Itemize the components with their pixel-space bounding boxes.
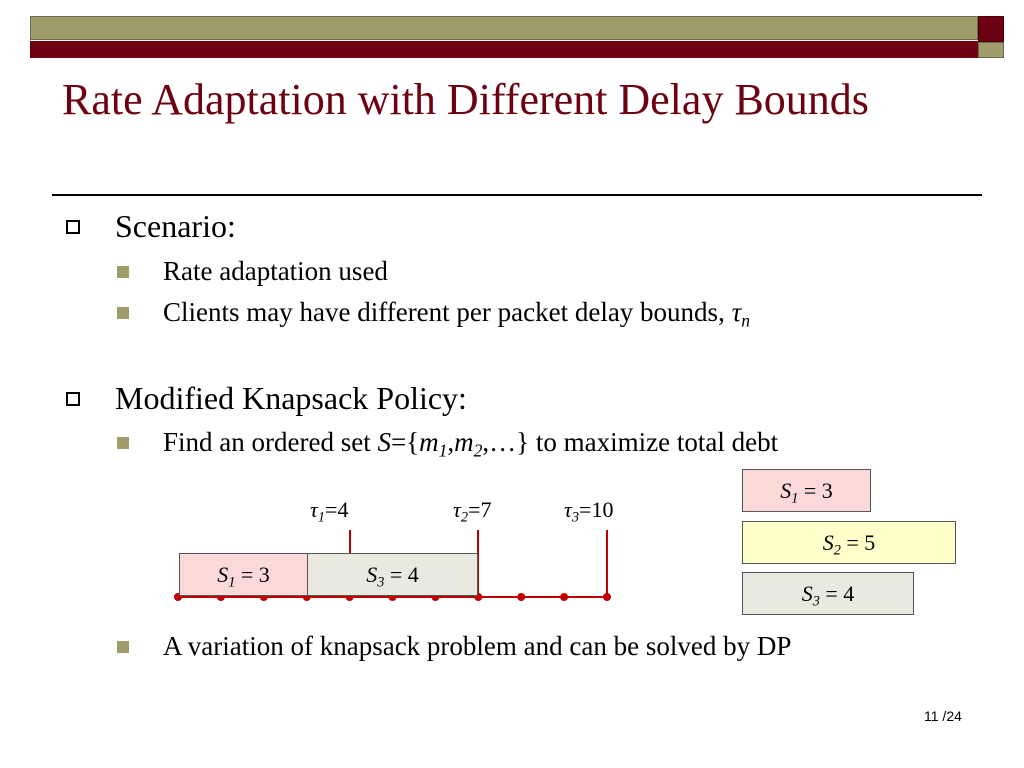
square-bullet-icon	[117, 437, 129, 449]
title-divider	[52, 194, 982, 196]
tau-symbol: τ	[731, 297, 742, 327]
header-band	[30, 16, 978, 58]
header-olive-bar	[30, 16, 978, 40]
bullet-policy	[115, 380, 467, 416]
m2-sub: 2	[473, 440, 483, 461]
find-prefix: Find an ordered set	[163, 427, 378, 457]
m1-sub: 1	[438, 440, 448, 461]
square-bullet-icon	[117, 307, 129, 319]
sub-bullet-text: Rate adaptation used	[163, 256, 388, 286]
slot-dot	[517, 593, 525, 601]
m1: m	[419, 427, 439, 457]
tau-subscript: n	[741, 310, 751, 331]
header-corner-olive	[978, 42, 1004, 58]
tau3-label: $\tau_3=10$	[564, 497, 614, 526]
timeline-box-s1: $S_1 = 3$	[179, 553, 308, 596]
ellipsis: ,…}	[482, 427, 530, 457]
tau2-label: $\tau_2=7$	[453, 497, 492, 526]
header-maroon-bar	[30, 41, 978, 58]
sub-bullet-text: Clients may have different per packet delay bounds,	[163, 297, 732, 327]
square-bullet-icon	[117, 266, 129, 278]
sub-bullet-find-set	[163, 426, 779, 461]
hollow-square-bullet-icon	[66, 220, 80, 234]
set-eq: ={	[390, 427, 420, 457]
m2: m	[454, 427, 474, 457]
slot-dot	[560, 593, 568, 601]
tau1-label: $\tau_1=4$	[310, 497, 349, 526]
set-name: S	[377, 427, 391, 457]
hollow-square-bullet-icon	[66, 392, 80, 406]
slot-dot	[603, 593, 611, 601]
comma: ,	[447, 427, 455, 457]
timeline-box-s3: $S_3 = 4$	[307, 553, 478, 596]
slide-title: Rate Adaptation with Different Delay Bounds	[62, 75, 869, 124]
sub-bullet-variation	[163, 630, 791, 662]
legend-box-s2: $S_2 = 5$	[742, 521, 956, 564]
square-bullet-icon	[117, 641, 129, 653]
header-corner-maroon	[978, 16, 1004, 42]
page-number: 11 /24	[924, 708, 962, 724]
legend-box-s3: $S_3 = 4$	[742, 572, 914, 615]
bullet-policy-label: Modified Knapsack Policy:	[115, 380, 467, 416]
bullet-scenario	[115, 208, 236, 244]
find-suffix: to maximize total debt	[529, 427, 779, 457]
sub-bullet-text: A variation of knapsack problem and can be solved by DP	[163, 631, 792, 661]
bullet-scenario-label: Scenario:	[115, 208, 236, 244]
sub-bullet-rate-adaptation	[163, 255, 388, 287]
legend-box-s1: $S_1 = 3$	[742, 469, 871, 512]
sub-bullet-delay-bounds	[163, 296, 751, 331]
